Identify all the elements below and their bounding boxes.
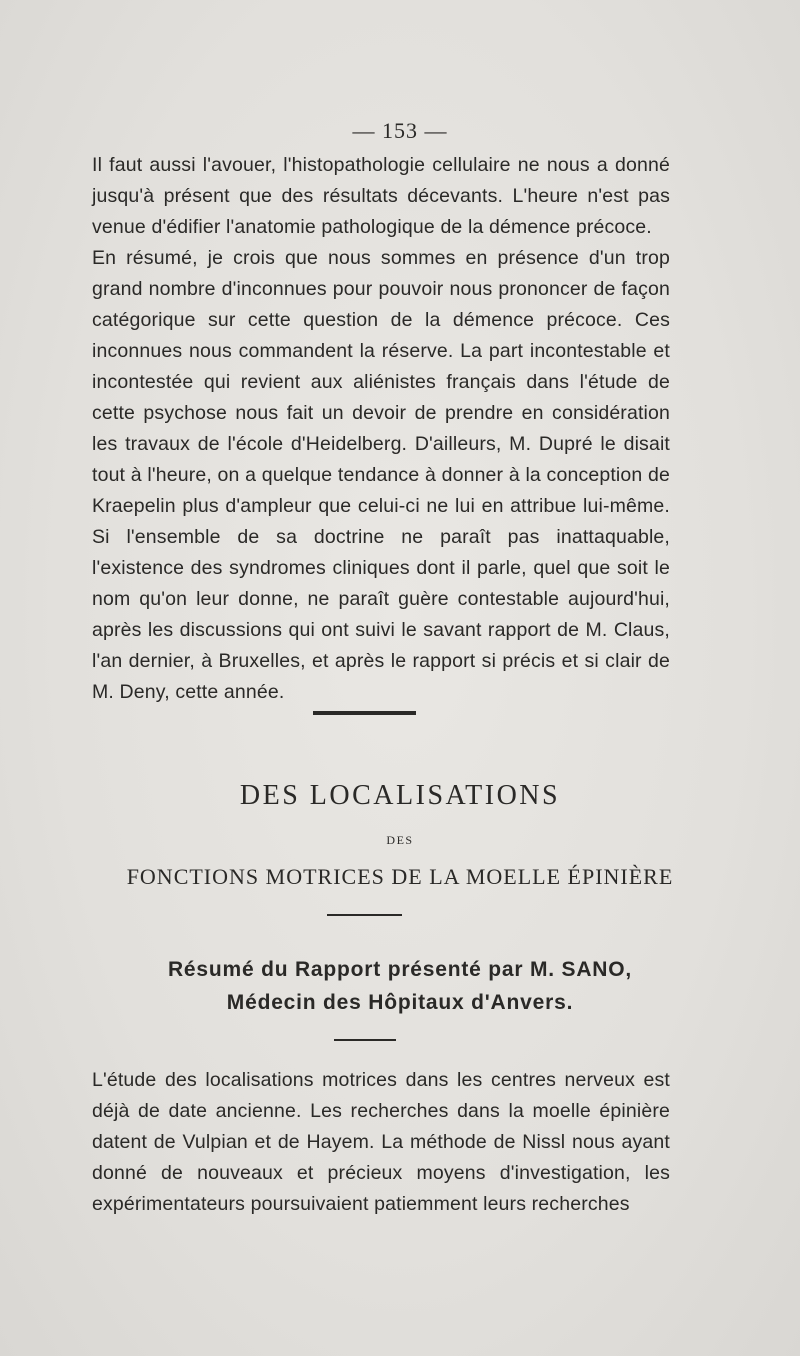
section-title-connector: DES [386, 833, 414, 847]
summary-divider [334, 1039, 396, 1041]
section-subtitle: FONCTIONS MOTRICES DE LA MOELLE ÉPINIÈRE [126, 864, 674, 889]
title-divider [327, 914, 402, 916]
body-text [92, 1065, 670, 1220]
section-divider [313, 711, 416, 715]
intro-paragraph: Il faut aussi l'avouer, l'histopathologie cellulaire ne nous a donné jusqu'à présent que des résultats décevants. L'heure n'est pas venue d'édifier l'anatomie pathologique de la démence précoce. [92, 154, 670, 238]
page-number: — 153 — [352, 118, 448, 143]
report-author-affiliation: Médecin des Hôpitaux d'Anvers. [226, 991, 574, 1014]
intro-text [92, 150, 670, 708]
report-summary-title: Résumé du Rapport présenté par M. SANO, [167, 958, 633, 981]
intro-paragraph: En résumé, je crois que nous sommes en présence d'un trop grand nombre d'inconnues pour pouvoir nous prononcer de façon catégorique sur cette question de la démence précoce. Ces inconnues nous commandent la réserve. La part incontestable et incontestée qui revient aux aliénistes français dans l'étude de cette psychose nous fait un devoir de prendre en considération les travaux de l'école d'Heidelberg. D'ailleurs, M. Dupré le disait tout à l'heure, on a quelque tendance à donner à la conception de Kraepelin plus d'ampleur que celui-ci ne lui en attribue lui-même. Si l'ensemble de sa doctrine ne paraît pas inattaquable, l'existence des syndromes cliniques dont il parle, quel que soit le nom qu'on leur donne, ne paraît guère contestable aujourd'hui, après les discussions qui ont suivi le savant rapport de M. Claus, l'an dernier, à Bruxelles, et après le rapport si précis et si clair de M. Deny, cette année. [92, 247, 670, 703]
section-title: DES LOCALISATIONS [239, 780, 561, 811]
body-paragraph: L'étude des localisations motrices dans les centres nerveux est déjà de date ancienne. Les recherches dans la moelle épinière datent de Vulpian et de Hayem. La méthode de Nissl nous ayant donné de nouveaux et précieux moyens d'investigation, les expérimentateurs poursuivaient patiemment leurs recherches [92, 1069, 670, 1215]
